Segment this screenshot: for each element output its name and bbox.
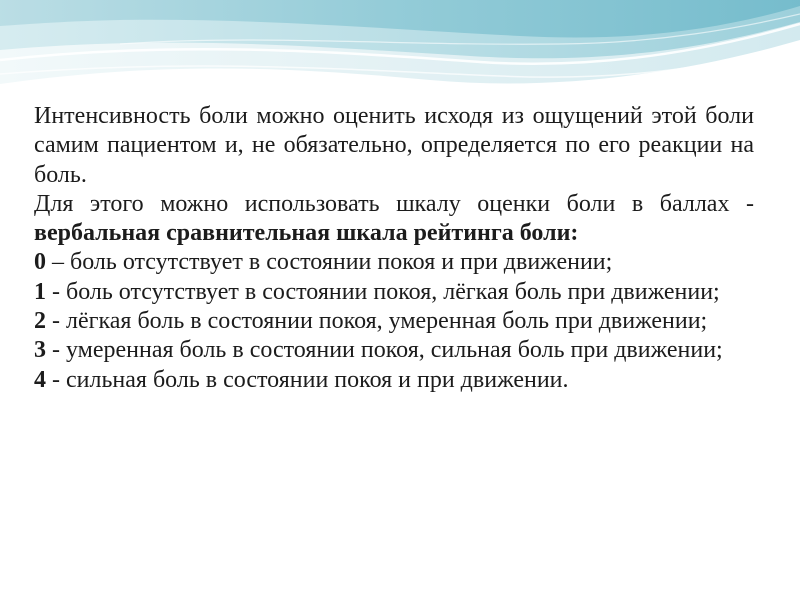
intro-paragraph: Интенсивность боли можно оценить исходя из ощущений этой боли самим пациентом и, не обязательно, определяется по его реакции на боль. bbox=[34, 103, 754, 188]
scale-item-text: - сильная боль в состоянии покоя и при движении. bbox=[46, 366, 569, 393]
scale-item-0 bbox=[34, 248, 754, 277]
scale-item-text: – боль отсутствует в состоянии покоя и при движении; bbox=[46, 249, 613, 276]
scale-name: вербальная сравнительная шкала рейтинга боли: bbox=[34, 220, 579, 247]
scale-description-paragraph bbox=[34, 190, 754, 249]
scale-item-4 bbox=[34, 366, 754, 395]
scale-item-text: - умеренная боль в состоянии покоя, сильная боль при движении; bbox=[46, 337, 723, 364]
slide-body bbox=[34, 102, 754, 395]
header-wave-decoration bbox=[0, 0, 800, 115]
scale-item-1 bbox=[34, 278, 754, 307]
scale-item-score: 0 bbox=[34, 249, 46, 276]
scale-item-score: 3 bbox=[34, 337, 46, 364]
scale-item-text: - лёгкая боль в состоянии покоя, умеренная боль при движении; bbox=[46, 308, 708, 335]
scale-item-score: 2 bbox=[34, 308, 46, 335]
scale-item-score: 4 bbox=[34, 366, 46, 393]
scale-intro-text: Для этого можно использовать шкалу оценки боли в баллах - bbox=[34, 190, 754, 217]
scale-item-3 bbox=[34, 336, 754, 365]
scale-item-text: - боль отсутствует в состоянии покоя, лёгкая боль при движении; bbox=[46, 278, 720, 305]
scale-item-2 bbox=[34, 307, 754, 336]
scale-item-score: 1 bbox=[34, 278, 46, 305]
